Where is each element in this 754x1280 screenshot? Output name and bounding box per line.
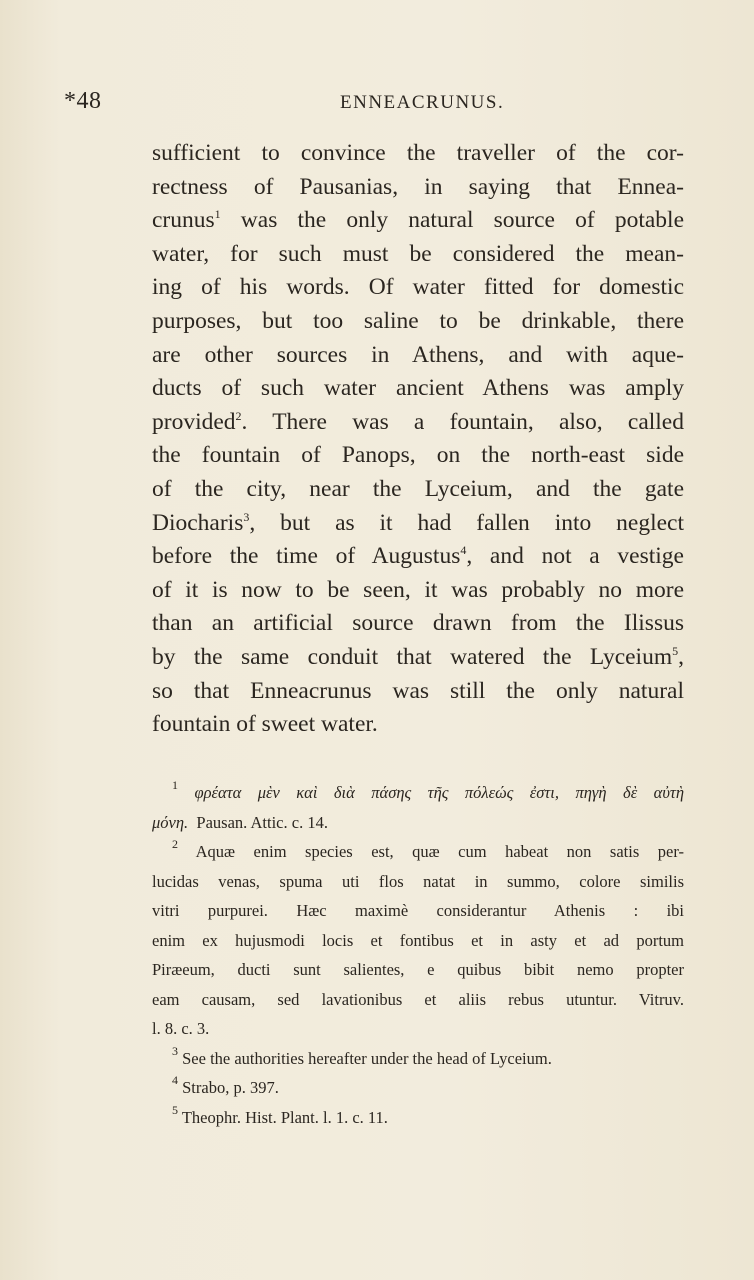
footnote-1: $^1$ φρέατα μὲν καὶ διὰ πάσης τῆς πόλεώς ἐστι, πηγὴ δὲ αὐτὴ bbox=[172, 778, 684, 802]
footnote-2-cont: vitri purpurei. Hæc maximè considerantur Athenis : ibi bbox=[152, 901, 684, 920]
footnote-2-cont: l. 8. c. 3. bbox=[152, 1019, 210, 1038]
main-text bbox=[152, 137, 684, 742]
footnote-ref-4: 4 bbox=[460, 543, 467, 558]
footnote-4: $^4$ Strabo, p. 397. bbox=[172, 1073, 279, 1097]
text-line: rectness of Pausanias, in saying that Ennea- bbox=[152, 173, 684, 200]
running-title: ENNEACRUNUS. bbox=[340, 92, 505, 113]
text-line: fountain of sweet water. bbox=[152, 711, 378, 738]
footnote-3: $^3$ See the authorities hereafter under the head of Lyceium. bbox=[172, 1043, 552, 1068]
footnote-2: $^2$ Aquæ enim species est, quæ cum habeat non satis per- bbox=[172, 837, 684, 861]
text-line: before the time of Augustus$^4$, and not a vestige bbox=[152, 543, 684, 570]
footnote-2-cont: Piræeum, ducti sunt salientes, e quibus bibit nemo propter bbox=[152, 960, 684, 979]
footnote-1-cont: μόνη. Pausan. Attic. c. 14. bbox=[152, 812, 328, 832]
footnote-ref-3: 3 bbox=[243, 509, 250, 524]
text-line: sufficient to convince the traveller of the cor- bbox=[152, 140, 684, 166]
text-line: crunus$^1$ was the only natural source of potable bbox=[152, 207, 684, 234]
text-line: of it is now to be seen, it was probably no more bbox=[152, 576, 684, 603]
text-line: ducts of such water ancient Athens was amply bbox=[152, 375, 684, 402]
footnote-2-cont: enim ex hujusmodi locis et fontibus et in asty et ad portum bbox=[152, 930, 684, 950]
text-line: provided$^2$. There was a fountain, also, called bbox=[152, 408, 684, 435]
footnote-2-cont: eam causam, sed lavationibus et aliis rebus utuntur. Vitruv. bbox=[152, 989, 684, 1009]
footnote-5: $^5$ Theophr. Hist. Plant. l. 1. c. 11. bbox=[172, 1102, 388, 1127]
text-line: by the same conduit that watered the Lyceium$^5$, bbox=[152, 643, 684, 670]
text-line: so that Enneacrunus was still the only natural bbox=[152, 677, 684, 704]
text-line: of the city, near the Lyceium, and the gate bbox=[152, 475, 684, 502]
footnotes bbox=[152, 778, 684, 1132]
text-line: water, for such must be considered the mean- bbox=[152, 240, 684, 267]
page-header bbox=[64, 88, 684, 118]
text-line: are other sources in Athens, and with aque- bbox=[152, 341, 684, 368]
footnote-ref-2: 2 bbox=[235, 408, 242, 423]
page-number: *48 bbox=[64, 88, 102, 114]
footnote-2-cont: lucidas venas, spuma uti flos natat in summo, colore similis bbox=[152, 871, 684, 891]
text-line: ing of his words. Of water fitted for domestic bbox=[152, 274, 684, 301]
text-line: the fountain of Panops, on the north-east side bbox=[152, 442, 684, 469]
text-line: Diocharis$^3$, but as it had fallen into neglect bbox=[152, 509, 684, 536]
text-line: than an artificial source drawn from the Ilissus bbox=[152, 610, 684, 637]
footnote-ref-1: 1 bbox=[214, 207, 221, 222]
text-line: purposes, but too saline to be drinkable, there bbox=[152, 307, 684, 334]
footnote-ref-5: 5 bbox=[672, 643, 679, 658]
